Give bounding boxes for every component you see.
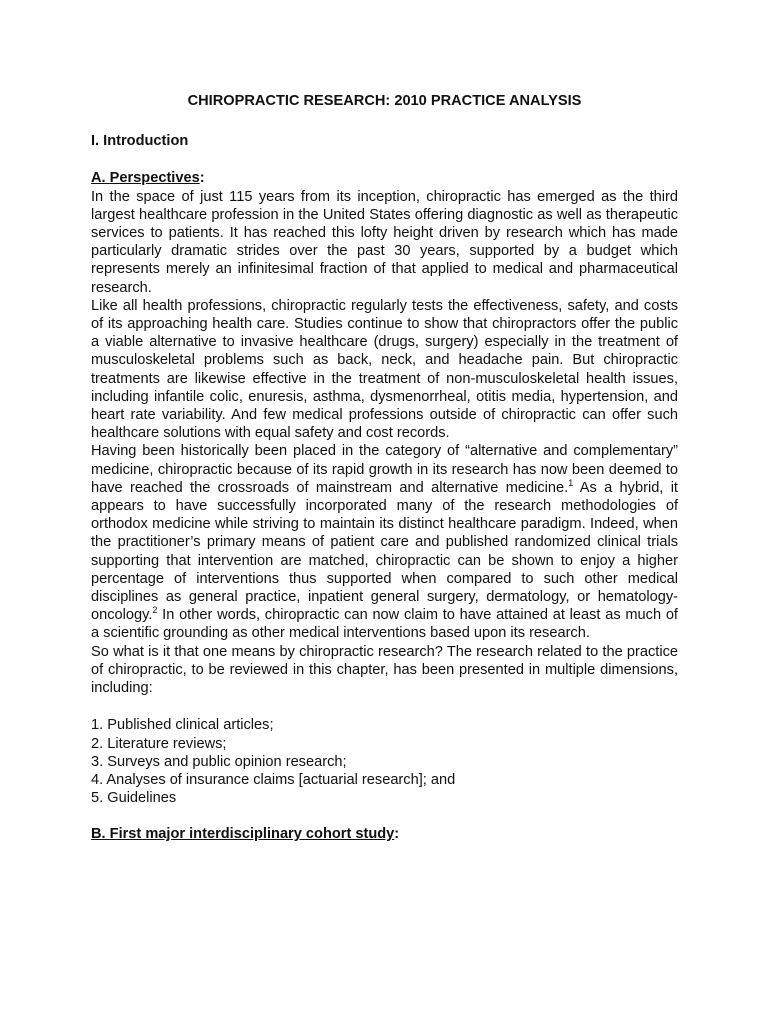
paragraph-1: In the space of just 115 years from its inception, chiropractic has emerged as the third largest healthcare profession in the United States offering diagnostic as well as therapeutic services to patients. It has reached this lofty height driven by research which has made particularly dramatic strides over the past 30 years, supported by a budget which represents merely an infinitesimal fraction of that applied to medical and pharmaceutical research.	[91, 188, 678, 296]
subsection-heading-perspectives-label: A. Perspectives	[91, 170, 200, 187]
list-item: 5. Guidelines	[91, 790, 177, 807]
research-dimensions-list	[91, 716, 678, 807]
subsection-heading-cohort-study	[91, 825, 678, 843]
subsection-heading-perspectives-suffix: :	[199, 170, 205, 187]
paragraph-3	[91, 442, 678, 642]
paragraph-3-part-1: Having been historically been placed in the category of “alternative and complementary” medicine, chiropractic because of its rapid growth in its research has now been deemed to have reached the crossroads of mainstream and alternative medicine.	[91, 443, 678, 496]
paragraph-3-part-2: As a hybrid, it appears to have successfully incorporated many of the research methodologies of orthodox medicine while striving to maintain its distinct healthcare paradigm. Indeed, when the practitioner’s primary means of patient care and published randomized clinical trials supporting that intervention are matched, chiropractic can be shown to enjoy a higher percentage of interventions thus supported when compared to such other medical disciplines as general practice, inpatient general surgery, dermatology, or hematology-oncology.	[91, 479, 678, 624]
subsection-heading-cohort-study-label: B. First major interdisciplinary cohort study	[91, 826, 395, 843]
paragraph-2: Like all health professions, chiropractic regularly tests the effectiveness, safety, and costs of its approaching health care. Studies continue to show that chiropractors offer the public a viable alternative to invasive healthcare (drugs, surgery) especially in the treatment of musculoskeletal problems such as back, neck, and headache pain. But chiropractic treatments are likewise effective in the treatment of non-musculoskeletal health issues, including infantile colic, enuresis, asthma, dysmenorrheal, otitis media, hypertension, and heart rate variability. And few medical professions outside of chiropractic can offer such healthcare solutions with equal safety and cost records.	[91, 297, 678, 442]
subsection-heading-cohort-study-suffix: :	[394, 826, 400, 843]
list-item: 2. Literature reviews;	[91, 735, 227, 752]
paragraph-4: So what is it that one means by chiropractic research? The research related to the practice of chiropractic, to be reviewed in this chapter, has been presented in multiple dimensions, including:	[91, 643, 678, 697]
footnote-marker-1: 1	[568, 478, 574, 488]
footnote-marker-2: 2	[152, 605, 158, 616]
paragraph-3-part-3: In other words, chiropractic can now claim to have attained at least as much of a scientific grounding as other medical interventions based upon its research.	[91, 607, 678, 642]
page-title: CHIROPRACTIC RESEARCH: 2010 PRACTICE ANALYSIS	[187, 93, 582, 109]
list-item: 1. Published clinical articles;	[91, 717, 274, 734]
list-item: 3. Surveys and public opinion research;	[91, 753, 347, 770]
list-item: 4. Analyses of insurance claims [actuarial research]; and	[91, 771, 456, 788]
section-heading-introduction: I. Introduction	[91, 133, 189, 150]
subsection-heading-perspectives	[91, 169, 678, 187]
